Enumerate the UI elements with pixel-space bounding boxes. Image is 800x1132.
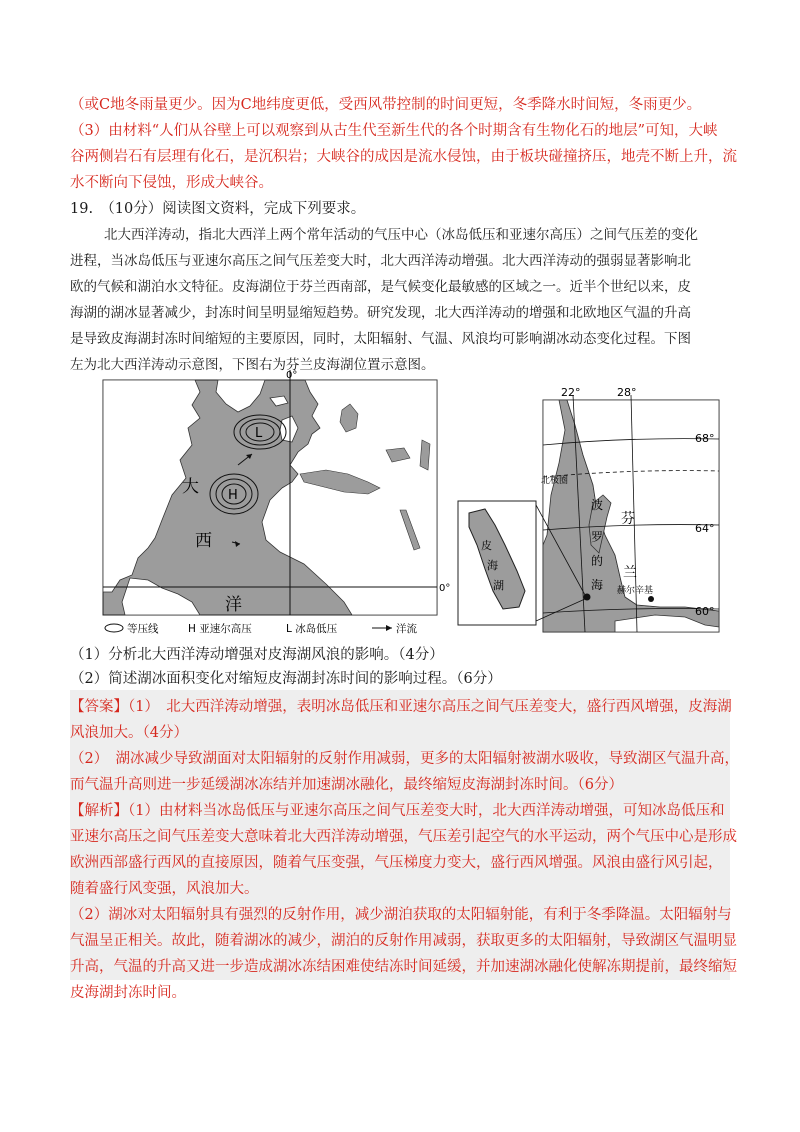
meridian-label: 0° <box>286 370 298 381</box>
analysis-line: （2）湖冰对太阳辐射具有强烈的反射作用，减少湖泊获取的太阳辐射能，有利于冬季降温。太阳辐射与 <box>70 907 732 923</box>
equator-label: 0° <box>439 583 451 594</box>
analysis-line: 【解析】（1）由材料当冰岛低压与亚速尔高压之间气压差变大时，北大西洋涛动增强，可知冰岛低压和 <box>70 803 725 819</box>
analysis-line: 皮海湖封冻时间。 <box>70 985 186 1001</box>
material-line: 海湖的湖冰显著减少，封冻时间呈明显缩短趋势。研究发现，北大西洋涛动的增强和北欧地区气温的升高 <box>70 305 691 321</box>
material-line: 是导致皮海湖封冻时间缩短的主要原因，同时，太阳辐射、气温、风浪均可影响湖冰动态变化过程。下图 <box>70 331 691 347</box>
map-label-L: L <box>255 426 263 441</box>
arctic-label: 北极圈 <box>541 476 569 486</box>
material-line: 左为北大西洋涛动示意图，下图右为芬兰皮海湖位置示意图。 <box>70 357 435 373</box>
lat-64: 64° <box>695 522 715 535</box>
analysis-line: 欧洲西部盛行西风的直接原因，随着气压变强，气压梯度力变大，盛行西风增强。风浪由盛行风引起， <box>70 855 723 871</box>
inset-label: 皮 <box>481 539 492 552</box>
legend-low: L 冰岛低压 <box>286 623 338 635</box>
answer-line: 【答案】（1） 北大西洋涛动增强，表明冰岛低压和亚速尔高压之间气压差变大，盛行西风增强，皮海湖 <box>70 699 732 715</box>
material-line: 北大西洋涛动，指北大西洋上两个常年活动的气压中心（冰岛低压和亚速尔高压）之间气压差的变化 <box>104 227 698 243</box>
answer-line: 而气温升高则进一步延缓湖冰冻结并加速湖冰融化，最终缩短皮海湖封冻时间。（6分） <box>70 777 623 793</box>
map-label-xi: 西 <box>195 531 212 551</box>
prev-answer-line-4: 水不断向下侵蚀，形成大峡谷。 <box>70 175 273 191</box>
material-line: 进程，当冰岛低压与亚速尔高压之间气压差变大时，北大西洋涛动增强。北大西洋涛动的强弱显著影响北 <box>70 253 691 269</box>
analysis-line: 升高，气温的升高又进一步造成湖冰冻结困难使结冻时间延缓，并加速湖冰融化使解冻期提前，最终缩短 <box>70 959 737 975</box>
analysis-line: 亚速尔高压之间气压差变大意味着北大西洋涛动增强，气压差引起空气的水平运动，两个气压中心是形成 <box>70 829 737 845</box>
map-label-yang: 洋 <box>225 595 242 615</box>
inset-label: 海 <box>487 559 498 572</box>
map-label-H: H <box>228 488 238 503</box>
legend-high: H 亚速尔高压 <box>188 623 252 635</box>
sub-question-2: （2）简述湖冰面积变化对缩短皮海湖封冻时间的影响过程。（6分） <box>70 671 502 687</box>
label-hai: 海 <box>591 578 604 592</box>
inset-label: 湖 <box>493 579 504 592</box>
map-label-da: 大 <box>182 477 199 497</box>
label-de: 的 <box>591 554 604 568</box>
lat-68: 68° <box>695 432 715 445</box>
label-bo: 波 <box>591 498 604 512</box>
label-helsinki: 赫尔辛基 <box>617 586 654 596</box>
analysis-line: 气温呈正相关。故此，随着湖冰的减少，湖泊的反射作用减弱，获取更多的太阳辐射，导致湖区气温明显 <box>70 933 737 949</box>
legend-current: 洋流 <box>396 623 417 635</box>
analysis-line: 随着盛行风变强，风浪加大。 <box>70 881 259 897</box>
prev-answer-line-2: （3）由材料“人们从谷壁上可以观察到从古生代至新生代的各个时期含有生物化石的地层”可知，大峡 <box>70 123 718 139</box>
lon-28: 28° <box>617 386 637 399</box>
prev-answer-line-3: 谷两侧岩石有层理有化石，是沉积岩；大峡谷的成因是流水侵蚀，由于板块碰撞挤压，地壳不断上升，流 <box>70 149 737 165</box>
label-fen: 芬 <box>621 511 635 527</box>
legend-isobar: 等压线 <box>127 623 159 635</box>
lon-22: 22° <box>561 386 581 399</box>
finland-map <box>455 385 735 637</box>
answer-line: （2） 湖冰减少导致湖面对太阳辐射的反射作用减弱，更多的太阳辐射被湖水吸收，导致湖区气温升高， <box>70 751 739 767</box>
prev-answer-line-1: （或C地冬雨量更少。因为C地纬度更低，受西风带控制的时间更短，冬季降水时间短，冬雨更少。 <box>70 97 702 113</box>
answer-line: 风浪加大。（4分） <box>70 725 188 741</box>
label-luo: 罗 <box>591 530 604 544</box>
caspian-sea <box>420 440 430 470</box>
sub-question-1: （1）分析北大西洋涛动增强对皮海湖风浪的影响。（4分） <box>70 647 444 663</box>
material-line: 欧的气候和湖泊水文特征。皮海湖位于芬兰西南部，是气候变化最敏感的区域之一。近半个世纪以来，皮 <box>70 279 691 295</box>
nao-map <box>100 370 451 638</box>
question-header: 19. （10分）阅读图文资料，完成下列要求。 <box>70 201 366 217</box>
lat-60: 60° <box>695 605 715 618</box>
label-lan: 兰 <box>623 565 637 581</box>
